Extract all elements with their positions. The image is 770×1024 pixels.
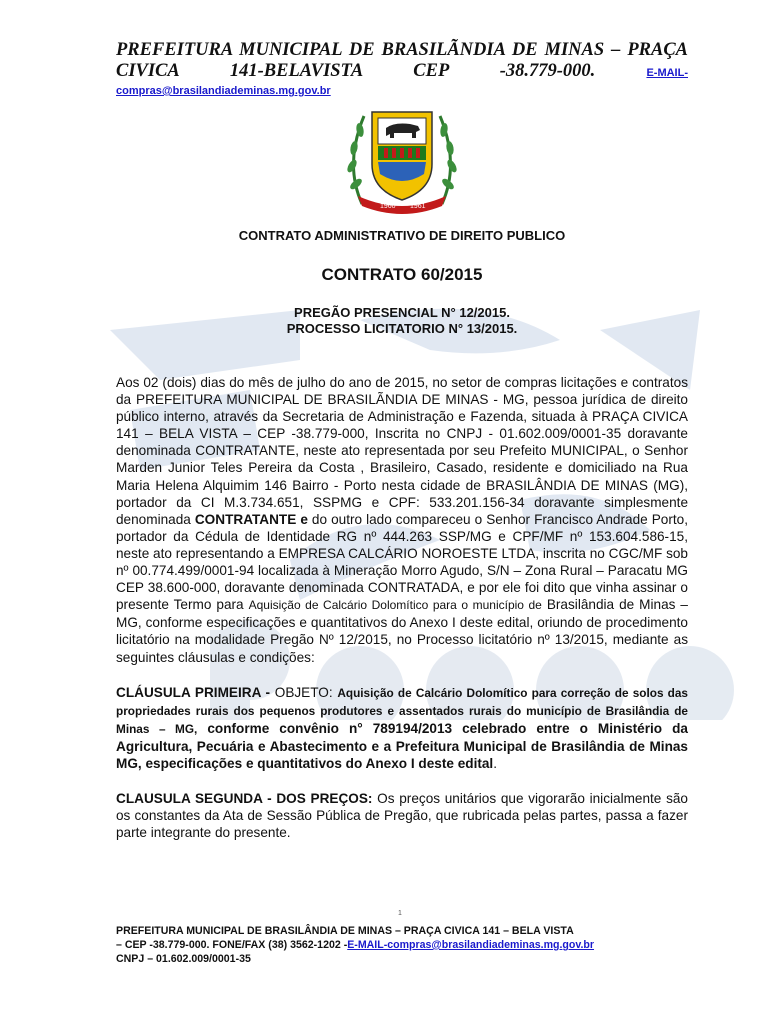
preamble-small-text: Aquisição de Calcário Dolomítico para o município de [248, 598, 542, 613]
footer-line-1: PREFEITURA MUNICIPAL DE BRASILÂNDIA DE MINAS – PRAÇA CIVICA 141 – BELA VISTA [116, 925, 574, 937]
municipal-coat-of-arms [334, 104, 470, 214]
footer-line-2 [116, 938, 688, 952]
header-email-link[interactable]: compras@brasilandiademinas.mg.gov.br [116, 85, 331, 97]
subtitle-processo: PROCESSO LICITATORIO N° 13/2015. [286, 321, 518, 336]
seal-year-left: 1960 [380, 203, 396, 210]
clause-primeira-convenio: conforme convênio n° 789194/2013 celebrado entre o Ministério da Agricultura, Pecuária e Abastecimento e a Prefeitura Municipal de Brasilândia de Minas MG, especificações e quantitativos do Anexo I deste edital [116, 720, 688, 771]
preamble-part-1: Aos 02 (dois) dias do mês de julho do ano de 2015, no setor de compras licitações e contratos da PREFEITURA MUNICIPAL DE BRASILÃNDIA DE MINAS - MG, pessoa jurídica de direito público interno, através da Secretaria de Administração e Fazenda, situada à PRAÇA CIVICA 141 – BELA VISTA – CEP -38.779-000, Inscrita no CNPJ - 01.602.009/0001-35 doravante denominada CONTRATANTE, neste ato representada por seu Prefeito MUNICIPAL, o Senhor Marden Junior Teles Pereira da Costa , Brasileiro, Casado, residente e domiciliado na Rua Maria Helena Alquimim 146 Bairro - Porto nesta cidade de BRASILÂNDIA DE MINAS (MG), portador da CI M.3.734.651, SSPMG e CPF: 533.201.156-34 doravante simplesmente denominada [116, 375, 688, 527]
page-footer [116, 924, 688, 966]
clause-segunda-heading: CLAUSULA SEGUNDA - DOS PREÇOS: [116, 791, 373, 807]
contract-number: CONTRATO 60/2015 [321, 265, 483, 284]
clause-primeira-heading: CLÁUSULA PRIMEIRA - [116, 684, 275, 700]
preamble-paragraph [116, 374, 688, 666]
clause-segunda-text: Os preços unitários que vigorarão inicialmente são os constantes da Ata de Sessão Pública de Pregão, que rubricada pelas partes, passa a fazer parte integrante do presente. [116, 791, 688, 841]
document-title: CONTRATO ADMINISTRATIVO DE DIREITO PUBLICO [238, 228, 566, 243]
document-content [116, 40, 688, 841]
subtitle [116, 305, 688, 337]
clause-primeira [116, 684, 688, 772]
preamble-bold-word: CONTRATANTE e [194, 511, 308, 527]
footer-contact: – CEP -38.779-000. FONE/FAX (38) 3562-1202 - [116, 939, 348, 951]
preamble-part-2: do outro lado compareceu o Senhor Francisco Andrade Porto, portador da Cédula de Identidade RG nº 444.263 SSP/MG e CPF/MF nº 153.604.586-15, neste ato representando a EMPRESA CALCÁRIO NOROESTE LTDA, inscrita no CGC/MF sob nº 00.774.499/0001-94 localizada à Mineração Morro Agudo, S/N – Zona Rural – Paracatu MG CEP 38.600-000, doravante denominada CONTRATADA, e por ele foi dito que vinha assinar o presente Termo para [116, 511, 688, 613]
clause-primeira-label: OBJETO: [274, 684, 338, 700]
preamble-part-3: Brasilândia de Minas – MG, conforme especificações e quantitativos do Anexo I deste edital, oriundo de procedimento licitatório na modalidade Pregão Nº 12/2015, no Processo licitatório nº 13/2015, mediante as seguintes cláusulas e condições: [116, 597, 688, 665]
header-line-1: PREFEITURA MUNICIPAL DE BRASILÃNDIA DE MINAS – PRAÇA [116, 40, 688, 60]
header-email-label[interactable]: E-MAIL- [646, 67, 688, 79]
clause-segunda [116, 790, 688, 841]
page-number: 1 [398, 910, 402, 917]
clause-primeira-end: . [493, 755, 497, 771]
header-line-2 [116, 61, 688, 84]
subtitle-pregao: PREGÃO PRESENCIAL N° 12/2015. [294, 305, 510, 320]
clause-primeira-object: Aquisição de Calcário Dolomítico para correção de solos das propriedades rurais dos pequenos produtores e assentados rurais do município de Brasilândia de Minas – MG, [116, 685, 688, 736]
footer-email-link[interactable]: E-MAIL-compras@brasilandiademinas.mg.gov.br [347, 939, 595, 951]
seal-year-right: 1961 [410, 203, 426, 210]
header-address: CIVICA 141-BELAVISTA CEP -38.779-000. [116, 61, 596, 81]
footer-cnpj: CNPJ – 01.602.009/0001-35 [116, 953, 251, 965]
